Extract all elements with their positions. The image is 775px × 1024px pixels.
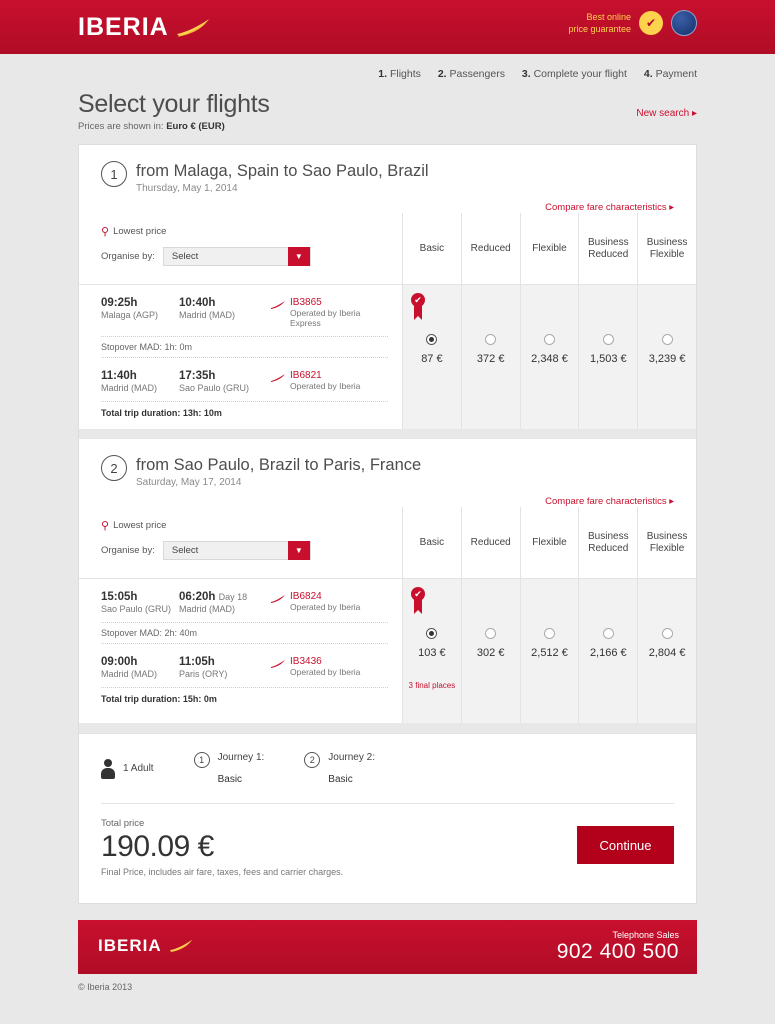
journey-2-fare-business-flexible-radio[interactable] [662, 628, 673, 639]
pin-icon: ⚲ [101, 226, 110, 238]
journey-1-leg-2-dep-time: 11:40h [101, 370, 137, 382]
journey-2-fare-basic-body[interactable] [403, 579, 461, 723]
journey-1-leg-1-dep-airport: Malaga (AGP) [101, 310, 159, 320]
journey-2-organise-select[interactable] [163, 541, 311, 560]
journey-2-date: Saturday, May 17, 2014 [136, 477, 242, 488]
journey-1-leg-2-carrier [271, 370, 360, 391]
journey-2-fare-basic[interactable] [403, 507, 462, 723]
globe-icon[interactable] [671, 10, 697, 36]
summary-separator [79, 723, 696, 733]
journey-1-fare-flexible-radio[interactable] [544, 334, 555, 345]
journey-1-fare-flexible[interactable] [521, 213, 580, 429]
journey-2-leg-1-arr-time [179, 591, 271, 603]
continue-button[interactable]: Continue [577, 826, 674, 864]
journey-1-fare-reduced-body[interactable] [462, 285, 520, 429]
iberia-logo[interactable] [78, 13, 211, 42]
journey-2-leg-1-arr-time-value: 06:20h [179, 591, 216, 603]
pin-icon: ⚲ [101, 520, 110, 532]
journey-1-summary-label: Journey 1: [217, 752, 265, 763]
passenger-summary [101, 759, 154, 779]
journey-2-leg-1-carrier [271, 591, 360, 612]
journey-1-leg-1 [79, 285, 402, 336]
price-guarantee-text [568, 11, 631, 35]
journey-1-fare-basic-body[interactable] [403, 285, 461, 429]
journey-2-lowest-price [101, 519, 402, 532]
journey-1-organise-box [79, 213, 402, 285]
journey-2-organise-row [101, 541, 402, 560]
journey-2-organise-value: Select [171, 545, 199, 556]
journey-2-legs [79, 579, 402, 714]
journey-1-fare-reduced-price: 372 € [476, 353, 505, 365]
ribbon-icon [414, 305, 422, 316]
selection-summary [79, 733, 696, 803]
journey-1-fare-flexible-body[interactable] [521, 285, 579, 429]
step-flights-num: 1. [378, 68, 388, 80]
journey-2-leg-1-dep-time: 15:05h [101, 591, 138, 603]
journey-1-fare-basic-price: 87 € [421, 353, 443, 365]
journey-1-fare-flexible-price: 2,348 € [531, 353, 568, 365]
chevron-down-icon[interactable]: ▼ [288, 541, 310, 560]
journey-2-leg-1-operated-by: Operated by Iberia [290, 602, 361, 612]
passenger-count: 1 Adult [123, 763, 154, 774]
journey-2-grid [79, 507, 696, 723]
journey-1-leg-2-arrival [179, 370, 271, 393]
journey-2-summary-label: Journey 2: [328, 752, 375, 763]
journey-2-fare-reduced[interactable] [462, 507, 521, 723]
journey-1-legs [79, 285, 402, 428]
journey-1-fare-business-flexible-radio[interactable] [662, 334, 673, 345]
journey-1-leg-1-dep-time: 09:25h [101, 297, 138, 309]
journey-2-left-column [79, 507, 402, 723]
journey-1-leg-2-operated-by: Operated by Iberia [290, 381, 361, 391]
journey-1-leg-2 [79, 358, 402, 401]
step-flights[interactable] [378, 68, 421, 80]
journey-2-fare-business-reduced-price: 2,166 € [589, 647, 627, 659]
journey-2-leg-2-operated-by: Operated by Iberia [290, 667, 361, 677]
journey-2-leg-2-departure [101, 656, 179, 679]
journey-2-leg-1-departure [101, 591, 179, 614]
journey-1-fare-business-flexible-price: 3,239 € [648, 353, 686, 365]
telephone-sales-number[interactable]: 902 400 500 [556, 940, 679, 963]
checkout-steps [0, 54, 775, 80]
guarantee-badge-icon [639, 11, 663, 35]
journey-2-fare-flexible-price: 2,512 € [531, 647, 568, 659]
journey-1-total-duration: Total trip duration: 13h: 10m [101, 401, 388, 428]
header-right-group [568, 10, 697, 36]
journey-1 [79, 145, 696, 429]
journey-2-leg-1-day-indicator: Day 18 [218, 592, 248, 602]
swoosh-icon [271, 300, 285, 308]
journey-1-header [79, 145, 696, 204]
fare-head-reduced: Reduced [462, 213, 520, 285]
journey-2-leg-1-arr-airport: Madrid (MAD) [179, 604, 236, 614]
fare-head-business-flexible: Business Flexible [638, 213, 696, 285]
journey-1-fare-business-reduced-price: 1,503 € [589, 353, 627, 365]
journey-1-left-column [79, 213, 402, 429]
site-header [0, 0, 775, 54]
journey-2-leg-1-arrival [179, 591, 271, 614]
journey-1-leg-2-departure [101, 370, 179, 393]
journey-1-fare-basic-radio[interactable] [426, 334, 437, 345]
journey-2-leg-1-dep-airport: Sao Paulo (GRU) [101, 604, 172, 614]
fare-head-reduced: Reduced [462, 507, 520, 579]
footer-logo-text: IBERIA [98, 936, 162, 955]
journey-2-leg-2 [79, 644, 402, 687]
journey-1-fare-business-flexible[interactable] [638, 213, 696, 429]
telephone-sales [557, 930, 679, 964]
journey-2-organise-box [79, 507, 402, 579]
journey-1-fare-basic[interactable] [403, 213, 462, 429]
step-complete-num: 3. [521, 68, 531, 80]
currency-value: Euro € (EUR) [166, 121, 225, 132]
swoosh-icon [271, 373, 285, 381]
guarantee-line-2: price guarantee [568, 24, 631, 34]
journey-2-fare-business-reduced-radio[interactable] [603, 628, 614, 639]
total-price-label: Total price [101, 818, 145, 829]
journey-1-leg-1-arr-time: 10:40h [179, 297, 216, 309]
best-price-check-icon: ✔ [411, 293, 425, 307]
journey-1-lowest-price [101, 225, 402, 238]
guarantee-line-1: Best online [586, 12, 631, 22]
journey-2-fare-business-flexible-body[interactable] [638, 579, 696, 723]
journey-1-date: Thursday, May 1, 2014 [136, 183, 238, 194]
journey-1-organise-label: Organise by: [101, 251, 155, 262]
journey-1-leg-2-arr-airport: Sao Paulo (GRU) [179, 383, 250, 393]
step-flights-label: Flights [389, 68, 421, 80]
step-payment-num: 4. [643, 68, 653, 80]
person-icon [101, 759, 115, 779]
journey-1-leg-1-operated-by: Operated by Iberia Express [290, 308, 361, 328]
journey-2-lowest-price-label: Lowest price [113, 520, 167, 531]
swoosh-icon [271, 594, 285, 602]
journey-2-summary [304, 752, 375, 785]
journey-1-leg-1-arrival [179, 297, 271, 320]
journey-1-summary [194, 752, 265, 785]
journey-1-fare-business-flexible-body[interactable] [638, 285, 696, 429]
journey-1-leg-2-dep-airport: Madrid (MAD) [101, 383, 158, 393]
journey-2-leg-1-flight-number[interactable]: IB6824 [290, 591, 322, 602]
currency-note-prefix: Prices are shown in: [78, 121, 164, 132]
flight-selection-panel [78, 144, 697, 904]
journey-2-compare-fares-link[interactable]: Compare fare characteristics ▸ [545, 496, 674, 507]
journey-2-organise-label: Organise by: [101, 545, 155, 556]
ribbon-icon [414, 599, 422, 610]
journey-1-fare-business-reduced-body[interactable] [579, 285, 637, 429]
journey-2-summary-number: 2 [304, 752, 320, 768]
journey-2-leg-2-flight-number[interactable]: IB3436 [290, 656, 322, 667]
journey-1-summary-number: 1 [194, 752, 210, 768]
best-price-check-icon: ✔ [411, 587, 425, 601]
step-passengers-label: Passengers [449, 68, 505, 80]
fare-head-basic: Basic [403, 213, 461, 285]
fare-head-business-flexible: Business Flexible [638, 507, 696, 579]
journey-2-fare-business-flexible[interactable] [638, 507, 696, 723]
journey-1-title: from Malaga, Spain to Sao Paulo, Brazil [136, 162, 429, 180]
journey-1-organise-row [101, 247, 402, 266]
copyright: © Iberia 2013 [78, 982, 133, 992]
fare-head-flexible: Flexible [521, 213, 579, 285]
swoosh-icon [271, 659, 285, 667]
journey-2-title: from Sao Paulo, Brazil to Paris, France [136, 456, 422, 474]
journey-2-fare-business-reduced[interactable] [579, 507, 638, 723]
fare-head-business-reduced: Business Reduced [579, 507, 637, 579]
journey-2-fare-reduced-radio[interactable] [485, 628, 496, 639]
step-complete[interactable] [522, 68, 627, 80]
swoosh-icon [175, 18, 211, 38]
fare-head-business-reduced: Business Reduced [579, 213, 637, 285]
journey-1-leg-1-departure [101, 297, 179, 320]
journey-2-leg-2-arr-airport: Paris (ORY) [179, 669, 228, 679]
page-title-row [0, 80, 775, 132]
journey-2-leg-2-dep-time: 09:00h [101, 656, 138, 668]
journey-1-leg-2-flight-number[interactable]: IB6821 [290, 370, 322, 381]
step-passengers-num: 2. [437, 68, 447, 80]
journey-1-compare-fares-link[interactable]: Compare fare characteristics ▸ [545, 202, 674, 213]
journey-1-lowest-price-label: Lowest price [113, 226, 167, 237]
journey-2-fare-flexible-body[interactable] [521, 579, 579, 723]
journey-2-fare-flexible-radio[interactable] [544, 628, 555, 639]
journey-2-fare-basic-price: 103 € [418, 647, 446, 659]
journey-1-fare-reduced-radio[interactable] [485, 334, 496, 345]
step-complete-label: Complete your flight [533, 68, 627, 80]
site-footer [78, 920, 697, 974]
journey-1-leg-1-arr-airport: Madrid (MAD) [179, 310, 236, 320]
journey-1-grid [79, 213, 696, 429]
step-passengers[interactable] [438, 68, 505, 80]
chevron-down-icon[interactable]: ▼ [288, 247, 310, 266]
journey-2-leg-1 [79, 579, 402, 622]
journey-2-leg-2-arr-time: 11:05h [179, 656, 215, 668]
journey-2-fare-basic-final-places: 3 final places [408, 681, 456, 690]
new-search-link[interactable]: New search ▸ [636, 108, 697, 119]
journey-2-fare-columns [402, 507, 696, 723]
journey-1-leg-1-flight-number[interactable]: IB3865 [290, 297, 322, 308]
journey-2 [79, 439, 696, 723]
journey-2-fare-basic-radio[interactable] [426, 628, 437, 639]
journey-2-leg-2-dep-airport: Madrid (MAD) [101, 669, 158, 679]
journey-1-organise-select[interactable] [163, 247, 311, 266]
journey-2-summary-fare: Basic [328, 774, 353, 785]
journey-2-leg-2-carrier [271, 656, 360, 677]
journey-2-fare-reduced-price: 302 € [476, 647, 505, 659]
journey-1-fare-columns [402, 213, 696, 429]
step-payment[interactable] [644, 68, 697, 80]
journey-2-fare-flexible[interactable] [521, 507, 580, 723]
fare-head-flexible: Flexible [521, 507, 579, 579]
journey-2-number: 2 [101, 455, 127, 481]
journey-2-total-duration: Total trip duration: 15h: 0m [101, 687, 388, 714]
total-section [101, 803, 674, 903]
journey-2-fare-reduced-body[interactable] [462, 579, 520, 723]
journey-1-number: 1 [101, 161, 127, 187]
journey-2-leg-2-arrival [179, 656, 271, 679]
total-price-value: 190.09 € [101, 830, 214, 863]
journey-1-fare-business-reduced-radio[interactable] [603, 334, 614, 345]
page-title: Select your flights [78, 90, 270, 118]
check-glyph: ✔ [645, 16, 657, 30]
currency-note [78, 121, 697, 132]
journey-1-leg-2-arr-time: 17:35h [179, 370, 216, 382]
swoosh-icon [168, 939, 194, 953]
fare-head-basic: Basic [403, 507, 461, 579]
journey-2-stopover: Stopover MAD: 2h: 40m [101, 622, 388, 644]
journey-2-fare-business-reduced-body[interactable] [579, 579, 637, 723]
telephone-sales-label: Telephone Sales [612, 930, 679, 940]
journey-1-summary-fare: Basic [217, 774, 243, 785]
journey-2-fare-business-flexible-price: 2,804 € [648, 647, 686, 659]
journey-2-header [79, 439, 696, 498]
journey-1-organise-value: Select [171, 251, 199, 262]
footer-logo[interactable] [98, 936, 194, 956]
journey-separator [79, 429, 696, 439]
journey-1-leg-1-carrier [271, 297, 380, 328]
total-price-note: Final Price, includes air fare, taxes, fees and carrier charges. [101, 867, 344, 877]
journey-1-stopover: Stopover MAD: 1h: 0m [101, 336, 388, 358]
logo-text: IBERIA [78, 13, 169, 41]
journey-1-fare-reduced[interactable] [462, 213, 521, 429]
step-payment-label: Payment [655, 68, 697, 80]
journey-1-fare-business-reduced[interactable] [579, 213, 638, 429]
